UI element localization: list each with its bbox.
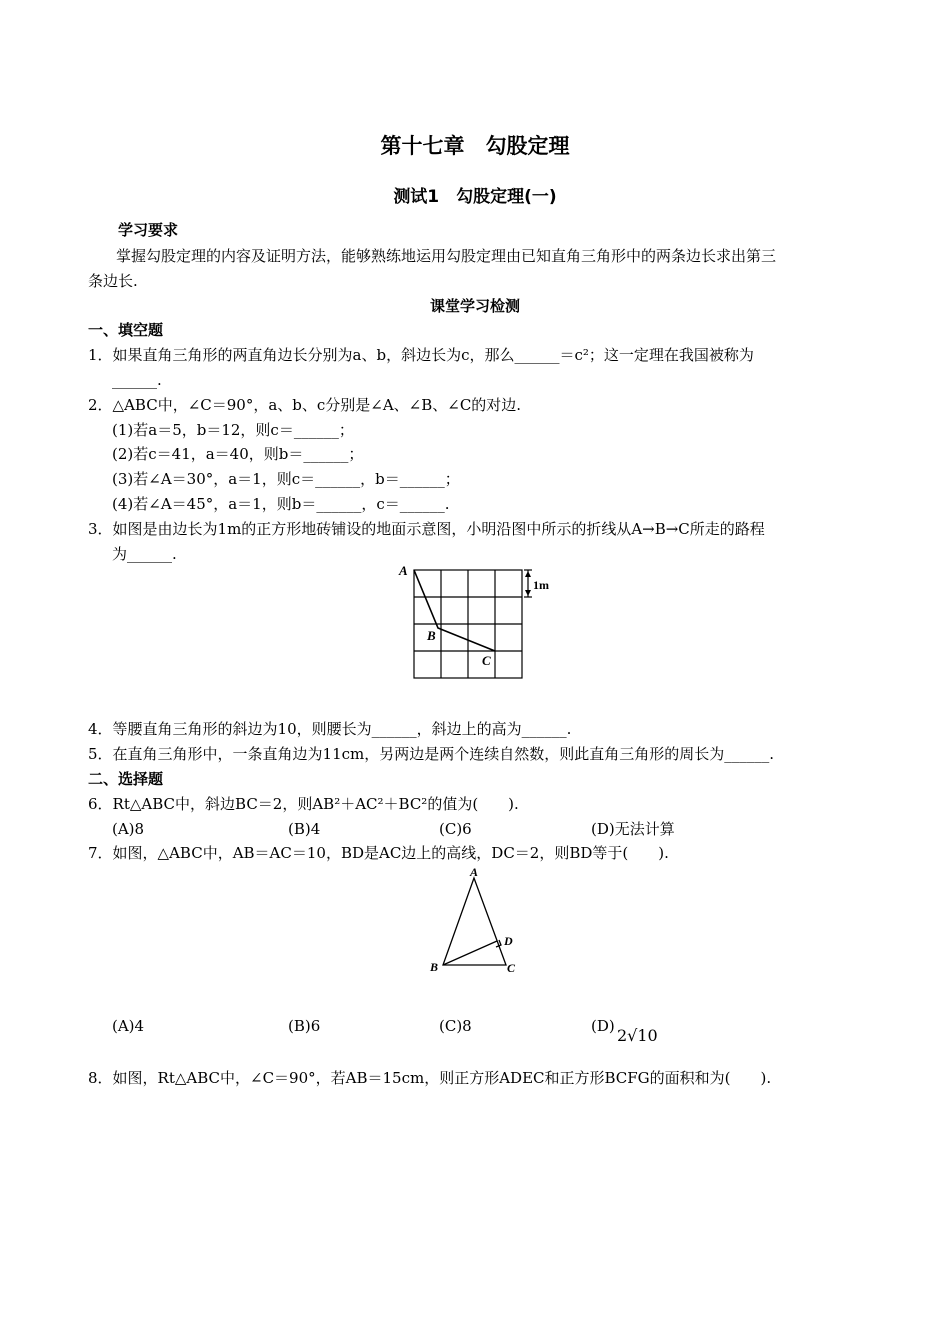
- part2-heading: 二、选择题: [88, 770, 164, 788]
- question-2: 2．△ABC中，∠C＝90°，a、b、c分别是∠A、∠B、∠C的对边.: [88, 396, 522, 414]
- question-4: 4．等腰直角三角形的斜边为10，则腰长为______，斜边上的高为______.: [88, 720, 572, 738]
- triangle-label-d: D: [504, 934, 513, 948]
- requirements-text-1: 掌握勾股定理的内容及证明方法，能够熟练地运用勾股定理由已知直角三角形中的两条边长求出第三: [116, 247, 777, 265]
- question-1-line-2: ______.: [112, 371, 162, 389]
- question-7-option-d: (D): [591, 1017, 615, 1035]
- requirements-text-2: 条边长.: [88, 272, 138, 290]
- question-7-option-d-value: 2√10: [617, 1026, 658, 1045]
- triangle-label-c: C: [507, 961, 516, 975]
- question-2-part-2: (2)若c＝41，a＝40，则b＝______；: [112, 445, 364, 463]
- question-6-option-a: (A)8: [112, 820, 145, 838]
- question-6-option-d: (D)无法计算: [591, 820, 675, 838]
- question-3-line-2: 为______.: [112, 545, 177, 563]
- question-7-option-c: (C)8: [439, 1017, 472, 1035]
- chapter-title: 第十七章 勾股定理: [380, 134, 570, 158]
- part1-heading: 一、填空题: [88, 321, 164, 339]
- question-1-line-1: 1．如果直角三角形的两直角边长分别为a、b，斜边长为c，那么______＝c²；这一定理在我国被称为: [88, 346, 754, 364]
- unit-label: 1m: [533, 578, 549, 592]
- question-7-option-b: (B)6: [288, 1017, 321, 1035]
- figure-label-b: B: [427, 628, 436, 643]
- section-title: 课堂学习检测: [429, 297, 520, 315]
- figure-label-a: A: [399, 563, 408, 578]
- question-5: 5．在直角三角形中，一条直角边为11cm，另两边是两个连续自然数，则此直角三角形的周长为______.: [88, 745, 775, 763]
- triangle-label-a: A: [470, 865, 479, 879]
- test-subtitle: 测试1 勾股定理(一): [393, 187, 557, 207]
- question-6-option-b: (B)4: [288, 820, 321, 838]
- figure-label-c: C: [482, 653, 491, 668]
- question-7-option-a: (A)4: [112, 1017, 145, 1035]
- question-2-part-3: (3)若∠A＝30°，a＝1，则c＝______，b＝______；: [112, 470, 460, 488]
- question-3-line-1: 3．如图是由边长为1m的正方形地砖铺设的地面示意图，小明沿图中所示的折线从A→B→C所走的路程: [88, 520, 765, 538]
- question-7: 7．如图，△ABC中，AB＝AC＝10，BD是AC边上的高线，DC＝2，则BD等于( ).: [88, 844, 669, 862]
- question-7-figure: [424, 864, 528, 976]
- question-6-option-c: (C)6: [439, 820, 472, 838]
- question-2-part-1: (1)若a＝5，b＝12，则c＝______；: [112, 421, 354, 439]
- triangle-label-b: B: [430, 960, 439, 974]
- question-3-figure: [396, 562, 566, 686]
- question-8: 8．如图，Rt△ABC中，∠C＝90°，若AB＝15cm，则正方形ADEC和正方形BCFG的面积和为( ).: [88, 1069, 772, 1087]
- question-2-part-4: (4)若∠A＝45°，a＝1，则b＝______，c＝______.: [112, 495, 450, 513]
- question-6: 6．Rt△ABC中，斜边BC＝2，则AB²＋AC²＋BC²的值为( ).: [88, 795, 519, 813]
- requirements-heading: 学习要求: [118, 221, 179, 239]
